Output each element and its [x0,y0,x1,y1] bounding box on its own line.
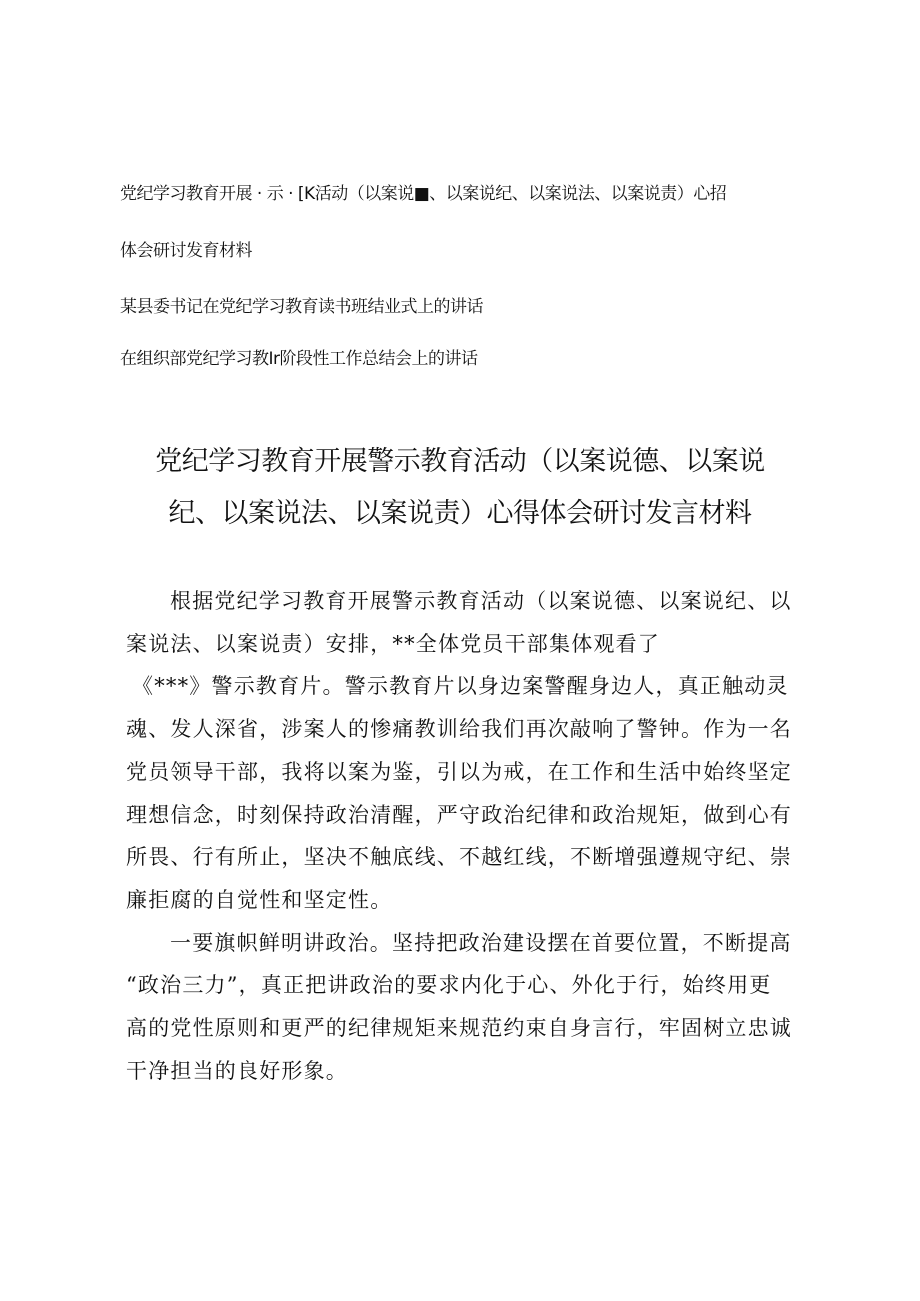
paragraph-1 [126,580,816,922]
body-line: 理想信念，时刻保持政治清醒，严守政治纪律和政治规矩，做到心有 [126,802,792,827]
body-line: 所畏、行有所止，坚决不触底线、不越红线，不断增强遵规守纪、崇 [126,845,792,870]
related-article-2[interactable]: 某县委书记在党纪学习教育读书班结业式上的讲话 [120,297,483,317]
body-line: 根据党纪学习教育开展警示教育活动（以案说德、以案说纪、以 [170,589,792,613]
body-line: 《***》警示教育片。警示教育片以身边案警醒身边人，真正触动灵 [132,674,789,699]
body-line: 廉拒腐的自觉性和坚定性。 [126,887,393,912]
document-body [126,580,816,1092]
document-title [130,436,790,540]
related-article-1-line-1[interactable]: 党纪学习教育开展 · 示 · [K活动（以案说■、以案说纪、以案说法、以案说责）心招 [120,184,727,204]
body-line: 一要旗帜鲜明讲政治。坚持把政治建设摆在首要位置，不断提高 [170,930,792,955]
body-line: 干净担当的良好形象。 [126,1058,348,1083]
title-line-2: 纪、以案说法、以案说责）心得体会研讨发言材料 [168,498,752,529]
title-line-1: 党纪学习教育开展警示教育活动（以案说德、以案说 [155,446,765,477]
body-line: 魂、发人深省，涉案人的惨痛教训给我们再次敲响了警钟。作为一名 [126,717,792,742]
related-article-3[interactable]: 在组织部党纪学习教Ir阶段性工作总结会上的讲话 [120,349,478,369]
body-line: 高的党性原则和更严的纪律规矩来规范约束自身言行，牢固树立忠诚 [126,1016,792,1041]
paragraph-2 [126,922,816,1093]
body-line: 案说法、以案说责）安排，**全体党员干部集体观看了 [126,631,660,656]
related-article-1-line-2[interactable]: 体会研讨发育材料 [120,241,252,261]
body-line: 党员领导干部，我将以案为鉴，引以为戒，在工作和生活中始终坚定 [126,759,792,784]
body-line: “政治三力”，真正把讲政治的要求内化于心、外化于行，始终用更 [126,973,772,998]
